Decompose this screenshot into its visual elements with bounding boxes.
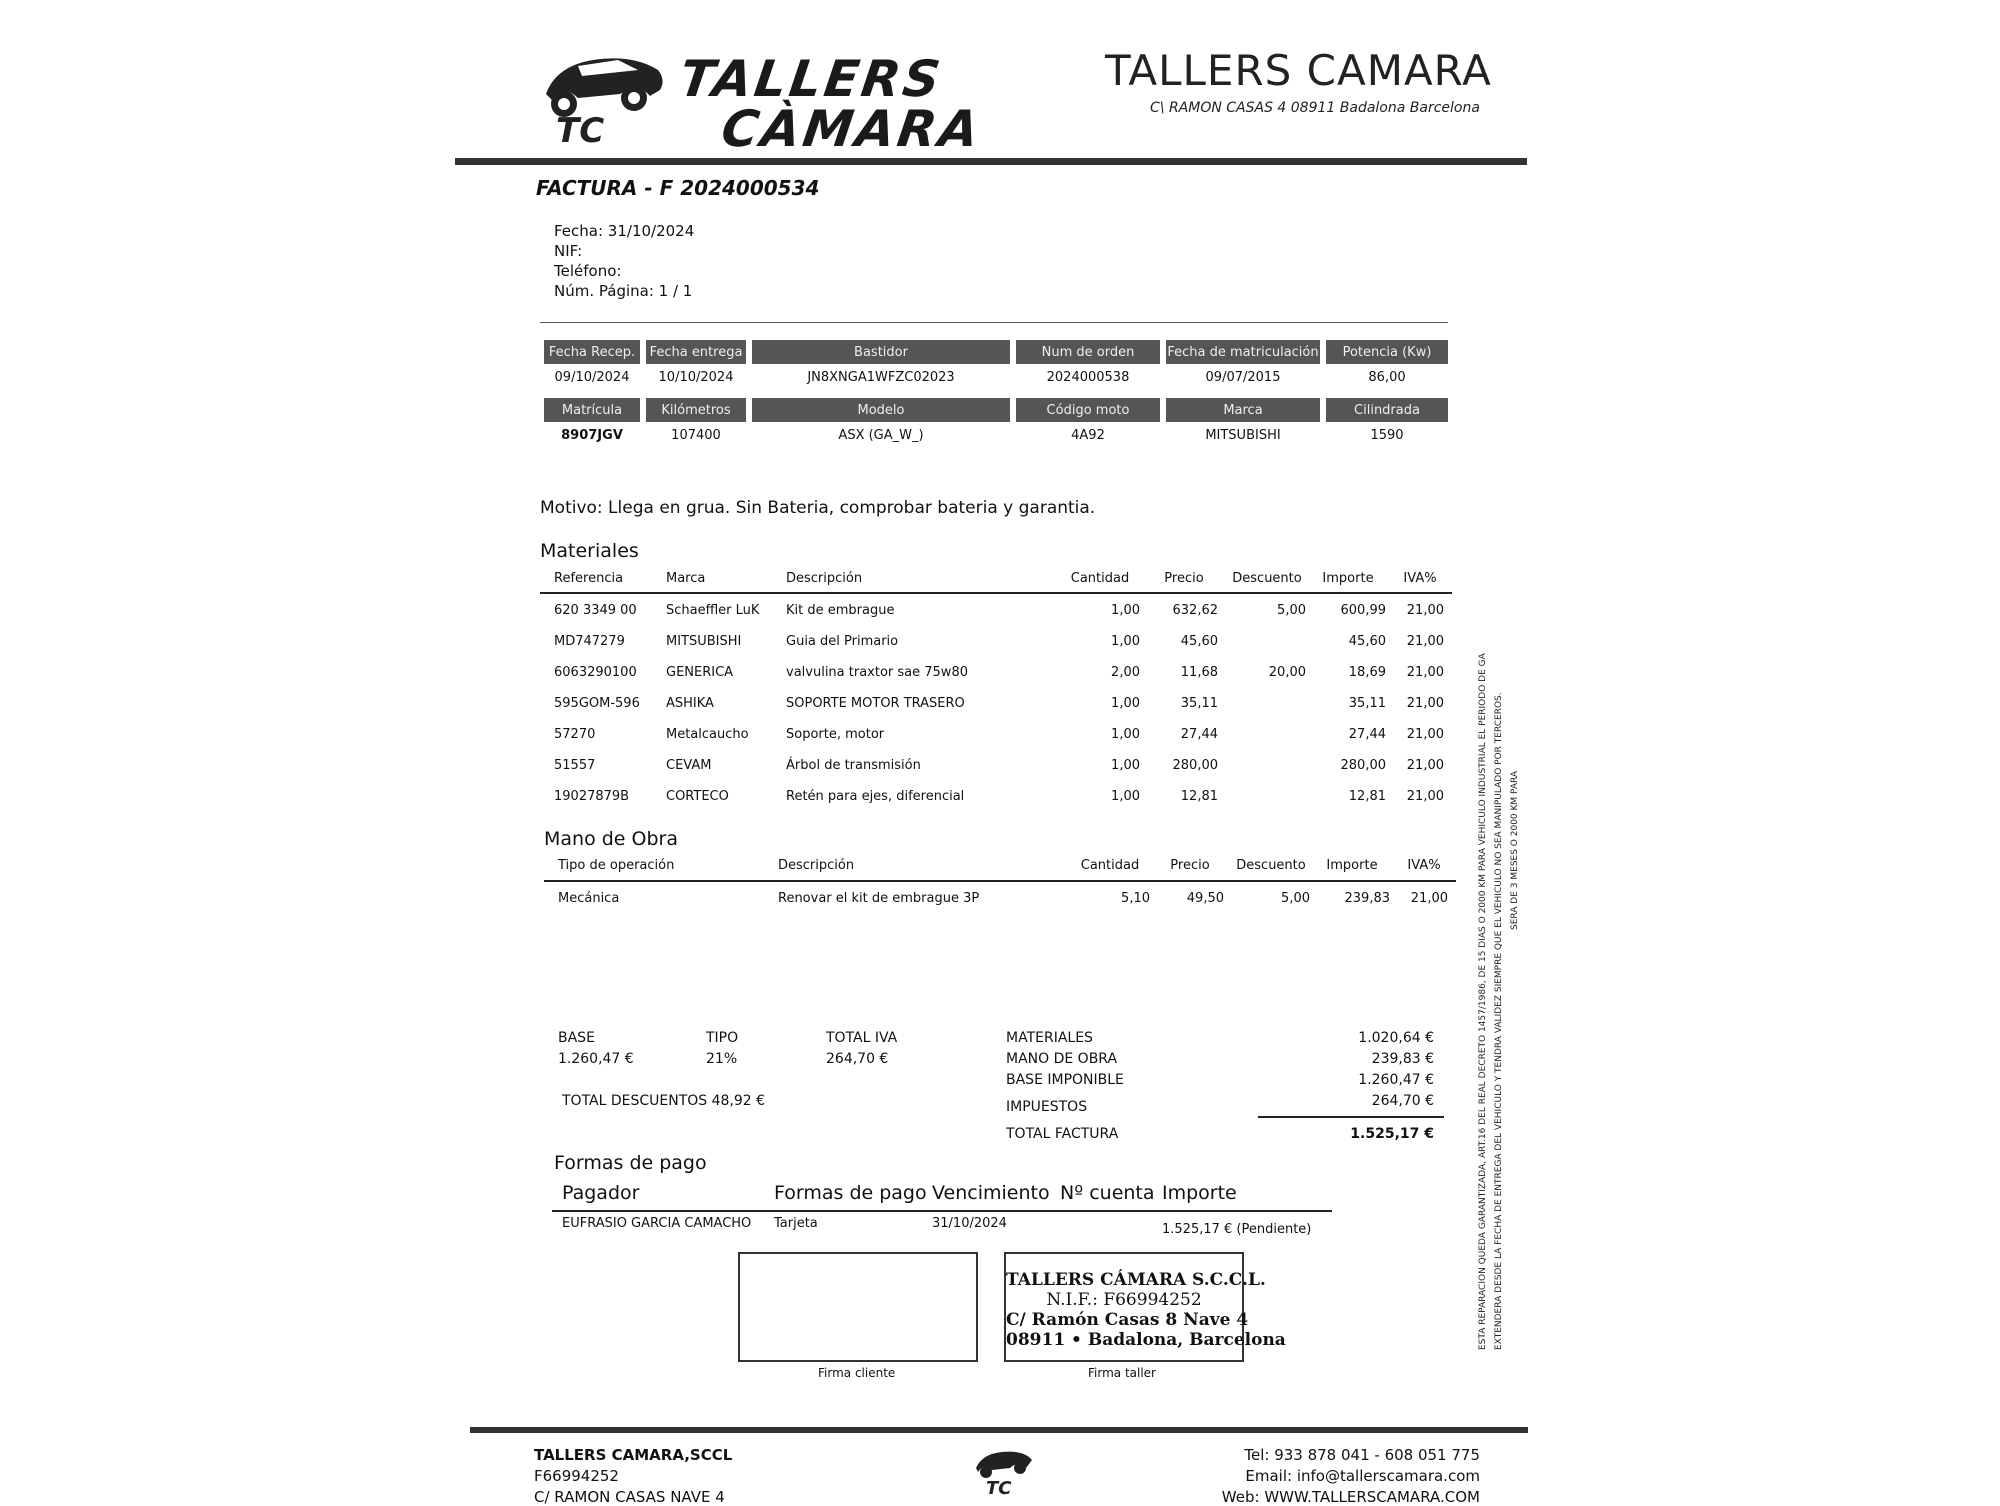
vehicle-header-cell: Fecha entrega [646, 340, 746, 364]
pago-header-cell: Nº cuenta [1060, 1182, 1155, 1204]
total-factura-value: 1.525,17 € [1350, 1126, 1434, 1142]
vehicle-header-cell: Fecha de matriculación [1166, 340, 1320, 364]
materiales-cell: 19027879B [554, 789, 630, 804]
materiales-cell: 1,00 [1111, 696, 1140, 711]
vehicle-header-cell: Cilindrada [1326, 398, 1448, 422]
invoice-date: Fecha: 31/10/2024 [554, 222, 695, 240]
footer-email: Email: info@tallerscamara.com [1245, 1467, 1480, 1485]
vehicle-header-cell: Código moto [1016, 398, 1160, 422]
iva-label: TOTAL IVA [826, 1030, 898, 1046]
pago-header-cell: Vencimiento [932, 1182, 1050, 1204]
pagos-divider [552, 1210, 1332, 1212]
vehicle-header-cell: Potencia (Kw) [1326, 340, 1448, 364]
invoice-title: FACTURA - F 2024000534 [536, 176, 820, 200]
company-name: TALLERS CAMARA [1105, 46, 1492, 95]
footer-logo-icon [972, 1446, 1036, 1496]
header-divider [455, 158, 1527, 165]
vehicle-header-cell: Fecha Recep. [544, 340, 640, 364]
taller-stamp [1004, 1252, 1286, 1362]
pago-cell: EUFRASIO GARCIA CAMACHO [562, 1216, 752, 1231]
summary-label: MATERIALES [1006, 1030, 1093, 1046]
materiales-cell: 11,68 [1180, 665, 1218, 680]
vehicle-value-cell: 1590 [1370, 428, 1404, 443]
mano-obra-cell: 5,00 [1281, 891, 1310, 906]
base-label: BASE [558, 1030, 595, 1046]
logo-text-tallers: TALLERS [675, 50, 947, 108]
materiales-cell: 1,00 [1111, 758, 1140, 773]
firma-taller-caption: Firma taller [1088, 1366, 1156, 1380]
vehicle-header-cell: Modelo [752, 398, 1010, 422]
vehicle-header-cell: Matrícula [544, 398, 640, 422]
footer-nif: F66994252 [534, 1467, 619, 1485]
materiales-cell: 20,00 [1268, 665, 1306, 680]
materiales-cell: Metalcaucho [666, 727, 749, 742]
formas-pago-title: Formas de pago [554, 1152, 707, 1174]
legal-side-text: EXTENDERA DESDE LA FECHA DE ENTREGA DEL VEHICULO Y TENDRA VALIDEZ SIEMPRE QUE EL VEHICULO NO SEA MANIPULADO POR TERCEROS. [1494, 692, 1504, 1350]
materiales-title: Materiales [540, 540, 639, 562]
materiales-header-cell: IVA% [1403, 571, 1437, 586]
summary-label: BASE IMPONIBLE [1006, 1072, 1124, 1088]
materiales-cell: 27,44 [1348, 727, 1386, 742]
summary-value: 1.260,47 € [1358, 1072, 1434, 1088]
mano-obra-cell: 5,10 [1121, 891, 1150, 906]
materiales-cell: 600,99 [1340, 603, 1386, 618]
mano-obra-cell: 21,00 [1410, 891, 1448, 906]
invoice-telefono: Teléfono: [554, 262, 622, 280]
summary-value: 239,83 € [1371, 1051, 1434, 1067]
footer-divider [470, 1427, 1528, 1433]
materiales-cell: 620 3349 00 [554, 603, 637, 618]
logo-text-camara: CÀMARA [717, 100, 986, 158]
vehicle-value-cell: MITSUBISHI [1205, 428, 1281, 443]
mano-obra-header-cell: IVA% [1407, 858, 1441, 873]
materiales-cell: valvulina traxtor sae 75w80 [786, 665, 968, 680]
stamp-line: N.I.F.: F66994252 [1046, 1290, 1202, 1310]
footer-company: TALLERS CAMARA,SCCL [534, 1446, 733, 1464]
materiales-cell: 2,00 [1111, 665, 1140, 680]
mano-obra-cell: Mecánica [558, 891, 620, 906]
materiales-cell: 51557 [554, 758, 596, 773]
materiales-cell: 12,81 [1348, 789, 1386, 804]
vehicle-value-cell: 86,00 [1368, 370, 1406, 385]
materiales-cell: 18,69 [1348, 665, 1386, 680]
stamp-line: TALLERS CÁMARA S.C.C.L. [1006, 1270, 1266, 1290]
materiales-cell: 595GOM-596 [554, 696, 640, 711]
materiales-cell: Retén para ejes, diferencial [786, 789, 965, 804]
materiales-cell: SOPORTE MOTOR TRASERO [786, 696, 965, 711]
mano-obra-header-cell: Precio [1170, 858, 1210, 873]
vehicle-value-cell: 4A92 [1071, 428, 1105, 443]
pago-cell: 31/10/2024 [932, 1216, 1007, 1231]
materiales-cell: 280,00 [1340, 758, 1386, 773]
vehicle-value-cell: 10/10/2024 [658, 370, 734, 385]
pago-header-cell: Importe [1162, 1182, 1237, 1204]
vehicle-value-cell: 09/07/2015 [1205, 370, 1281, 385]
materiales-cell: 1,00 [1111, 789, 1140, 804]
mano-obra-title: Mano de Obra [544, 828, 679, 850]
materiales-cell: MD747279 [554, 634, 625, 649]
summary-label: IMPUESTOS [1006, 1099, 1088, 1115]
mano-obra-cell: Renovar el kit de embrague 3P [778, 891, 980, 906]
materiales-cell: CORTECO [666, 789, 729, 804]
materiales-cell: 35,11 [1180, 696, 1218, 711]
total-factura-label: TOTAL FACTURA [1006, 1126, 1119, 1142]
vehicle-header-cell: Num de orden [1016, 340, 1160, 364]
pago-header-cell: Pagador [562, 1182, 640, 1204]
materiales-cell: 21,00 [1406, 758, 1444, 773]
stamp-line: 08911 • Badalona, Barcelona [1006, 1330, 1286, 1350]
materiales-cell: 1,00 [1111, 727, 1140, 742]
materiales-cell: 1,00 [1111, 603, 1140, 618]
pago-cell: Tarjeta [774, 1216, 818, 1231]
materiales-cell: 21,00 [1406, 727, 1444, 742]
vehicle-value-cell: JN8XNGA1WFZC02023 [807, 370, 955, 385]
summary-label: MANO DE OBRA [1006, 1051, 1118, 1067]
materiales-cell: 27,44 [1180, 727, 1218, 742]
materiales-cell: CEVAM [666, 758, 712, 773]
invoice-nif: NIF: [554, 242, 583, 260]
footer-logo-badge: TC [986, 1478, 1012, 1496]
meta-divider [540, 322, 1448, 323]
materiales-cell: 1,00 [1111, 634, 1140, 649]
total-descuentos: TOTAL DESCUENTOS 48,92 € [562, 1093, 766, 1109]
materiales-cell: 35,11 [1348, 696, 1386, 711]
materiales-cell: 57270 [554, 727, 596, 742]
materiales-cell: 21,00 [1406, 696, 1444, 711]
materiales-cell: 5,00 [1277, 603, 1306, 618]
footer-tel: Tel: 933 878 041 - 608 051 775 [1244, 1446, 1480, 1464]
materiales-cell: 6063290100 [554, 665, 637, 680]
legal-side-text: ESTA REPARACION QUEDA GARANTIZADA, ART.16 DEL REAL DECRETO 1457/1986, DE 15 DIAS O 2000 KM PARA VEHICULO INDUSTRIAL EL PERIODO DE GA [1478, 653, 1488, 1350]
materiales-cell: 45,60 [1180, 634, 1218, 649]
materiales-cell: Árbol de transmisión [786, 758, 921, 773]
vehicle-value-cell: 2024000538 [1046, 370, 1130, 385]
footer-web: Web: WWW.TALLERSCAMARA.COM [1221, 1488, 1480, 1506]
materiales-header-cell: Marca [666, 571, 706, 586]
vehicle-value-cell: 8907JGV [561, 428, 623, 443]
firma-cliente-caption: Firma cliente [818, 1366, 896, 1380]
mano-obra-cell: 49,50 [1186, 891, 1224, 906]
mano-obra-header-divider [544, 880, 1456, 882]
vehicle-value-cell: 09/10/2024 [554, 370, 630, 385]
materiales-cell: 21,00 [1406, 603, 1444, 618]
materiales-header-cell: Descripción [786, 571, 863, 586]
vehicle-value-cell: 107400 [671, 428, 721, 443]
company-address: C\ RAMON CASAS 4 08911 Badalona Barcelona [1150, 100, 1480, 116]
logo-badge: TC [556, 111, 605, 146]
vehicle-header-cell: Kilómetros [646, 398, 746, 422]
materiales-cell: 12,81 [1180, 789, 1218, 804]
tipo-value: 21% [706, 1051, 738, 1067]
materiales-header-cell: Referencia [554, 571, 624, 586]
summary-value: 264,70 € [1371, 1093, 1434, 1109]
materiales-cell: 45,60 [1348, 634, 1386, 649]
materiales-header-cell: Importe [1322, 571, 1374, 586]
base-value: 1.260,47 € [558, 1051, 634, 1067]
materiales-cell: Guia del Primario [786, 634, 899, 649]
vehicle-header-cell: Bastidor [752, 340, 1010, 364]
pago-header-cell: Formas de pago [774, 1182, 927, 1204]
materiales-cell: Soporte, motor [786, 727, 885, 742]
mano-obra-cell: 239,83 [1344, 891, 1390, 906]
mano-obra-header-cell: Tipo de operación [558, 858, 675, 873]
materiales-cell: 632,62 [1172, 603, 1218, 618]
materiales-cell: 21,00 [1406, 665, 1444, 680]
materiales-header-cell: Descuento [1232, 571, 1302, 586]
invoice-page-number: Núm. Página: 1 / 1 [554, 282, 693, 300]
stamp-line: C/ Ramón Casas 8 Nave 4 [1006, 1310, 1249, 1330]
total-divider [1258, 1116, 1444, 1118]
mano-obra-header-cell: Descuento [1236, 858, 1306, 873]
legal-side-text: SERA DE 3 MESES O 2000 KM PARA [1510, 770, 1520, 930]
firma-cliente-box [738, 1252, 978, 1362]
materiales-cell: GENERICA [666, 665, 734, 680]
materiales-cell: 21,00 [1406, 789, 1444, 804]
mano-obra-header-cell: Descripción [778, 858, 855, 873]
materiales-cell: 21,00 [1406, 634, 1444, 649]
motivo-text: Motivo: Llega en grua. Sin Bateria, comprobar bateria y garantia. [540, 498, 1096, 518]
materiales-cell: ASHIKA [666, 696, 714, 711]
materiales-header-cell: Precio [1164, 571, 1204, 586]
materiales-header-cell: Cantidad [1070, 571, 1130, 586]
vehicle-value-cell: ASX (GA_W_) [838, 428, 924, 443]
summary-value: 1.020,64 € [1358, 1030, 1434, 1046]
pago-cell: 1.525,17 € (Pendiente) [1162, 1222, 1312, 1237]
car-logo-icon [538, 46, 668, 146]
materiales-cell: MITSUBISHI [666, 634, 742, 649]
materiales-header-divider [540, 592, 1452, 594]
mano-obra-header-cell: Cantidad [1080, 858, 1140, 873]
mano-obra-header-cell: Importe [1326, 858, 1378, 873]
materiales-cell: 280,00 [1172, 758, 1218, 773]
vehicle-header-cell: Marca [1166, 398, 1320, 422]
footer-address: C/ RAMON CASAS NAVE 4 [534, 1488, 725, 1506]
tipo-label: TIPO [706, 1030, 739, 1046]
materiales-cell: Kit de embrague [786, 603, 895, 618]
iva-value: 264,70 € [826, 1051, 889, 1067]
materiales-cell: Schaeffler LuK [666, 603, 760, 618]
